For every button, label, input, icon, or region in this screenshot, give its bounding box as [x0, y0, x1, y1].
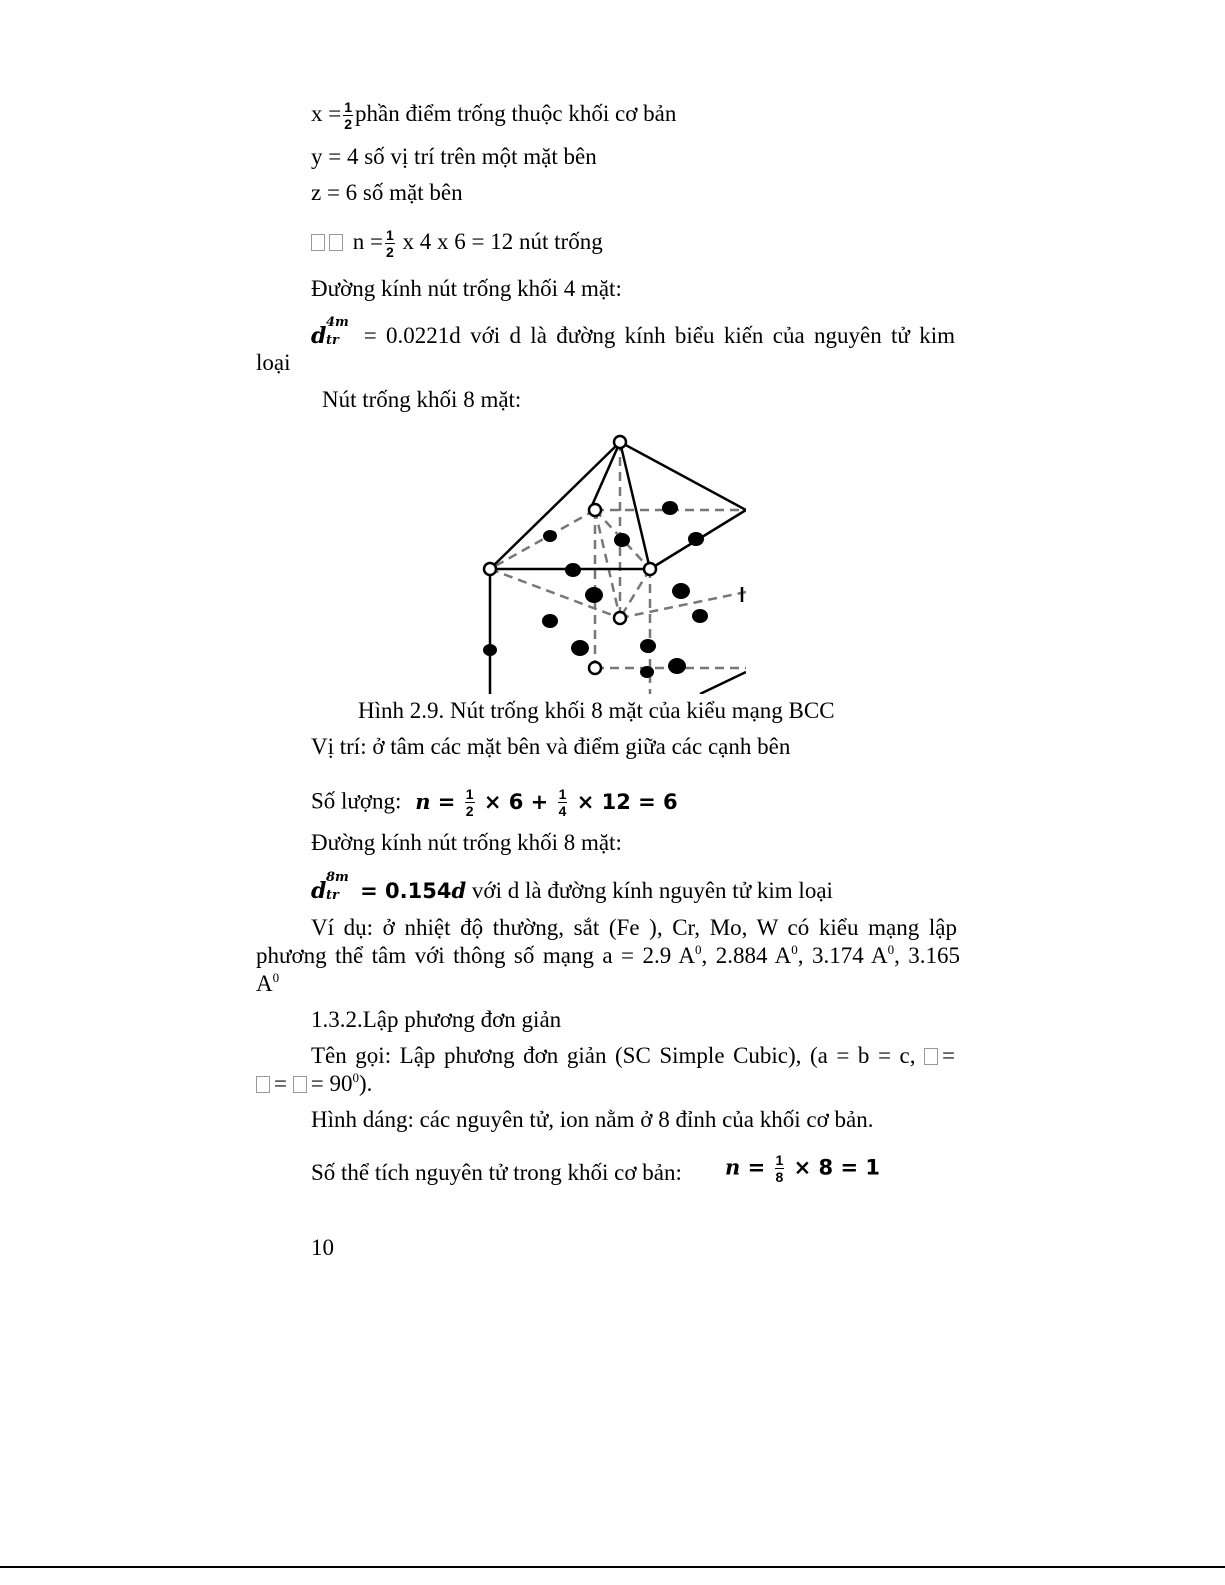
section-title: Lập phương đơn giản	[362, 1007, 562, 1032]
n-text: x 4 x 6 = 12 nút trống	[402, 229, 603, 254]
d4-text: = 0.0221d với d là đường kính biểu kiến của nguyên tử kim	[363, 323, 955, 348]
d8-line	[311, 870, 833, 905]
x-line	[311, 100, 676, 131]
d8-text: với d là đường kính nguyên tử kim loại	[471, 878, 833, 903]
n-prefix: n =	[352, 229, 383, 254]
z-line: z = 6 số mặt bên	[311, 180, 463, 205]
missing-glyph-icon	[311, 234, 325, 251]
missing-glyph-icon	[256, 1076, 270, 1093]
n-fraction: $\frac{1}{2}$	[385, 227, 394, 261]
volume-label: Số thể tích nguyên tử trong khối cơ bản:	[311, 1160, 682, 1185]
missing-glyph-icon	[924, 1048, 938, 1065]
d4-continuation: loại	[256, 350, 291, 375]
example-line-1: Ví dụ: ở nhiệt độ thường, sắt (Fe ), Cr, Mo, W có kiểu mạng lập	[311, 915, 957, 940]
y-line: y = 4 số vị trí trên một mặt bên	[311, 144, 597, 169]
count-line	[311, 787, 678, 818]
missing-glyph-icon	[293, 1076, 307, 1093]
d4-line	[311, 315, 955, 350]
page-bottom-border	[0, 1566, 1225, 1568]
count-formula: n = $\frac{1}{2}$ × 6 + $\frac{1}{4}$ × 12 = 6	[415, 786, 678, 819]
n-line	[311, 228, 603, 259]
position-line: Vị trí: ở tâm các mặt bên và điểm giữa các cạnh bên	[311, 734, 791, 759]
d8-value: = 0.154d	[360, 878, 467, 903]
d8-heading: Đường kính nút trống khối 8 mặt:	[311, 830, 622, 855]
x-prefix: x =	[311, 101, 342, 126]
name-line-2: = = $90^0$).	[256, 1070, 372, 1098]
oct-heading: Nút trống khối 8 mặt:	[322, 387, 522, 412]
x-text: phần điểm trống thuộc khối cơ bản	[355, 101, 677, 126]
missing-glyph-icon	[329, 234, 343, 251]
example-line-2: phương thể tâm với thông số mạng a = 2.9 $A^0$, 2.884 $A^0$, 3.174 $A^0$, 3.165	[256, 942, 961, 968]
example-line-3: $A^0$	[256, 970, 280, 996]
name-line-1: Tên gọi: Lập phương đơn giản (SC Simple Cubic), (a = b = c, =	[311, 1043, 956, 1068]
d4-heading: Đường kính nút trống khối 4 mặt:	[311, 276, 622, 301]
section-number: 1.3.2.	[311, 1007, 363, 1032]
section-heading	[311, 1006, 561, 1034]
count-label: Số lượng:	[311, 788, 402, 814]
bcc-octahedral-figure	[470, 432, 760, 694]
figure-caption: Hình 2.9. Nút trống khối 8 mặt của kiểu mạng BCC	[358, 698, 835, 723]
x-fraction: $\frac{1}{2}$	[344, 99, 353, 133]
d8-symbol: d 8m tr	[311, 870, 349, 904]
d4-symbol: d 4m tr	[311, 315, 349, 349]
volume-formula: n = $\frac{1}{8}$ × 8 = 1	[725, 1152, 880, 1185]
shape-line: Hình dáng: các nguyên tử, ion nằm ở 8 đỉnh của khối cơ bản.	[311, 1107, 874, 1132]
page-number: 10	[311, 1235, 334, 1260]
